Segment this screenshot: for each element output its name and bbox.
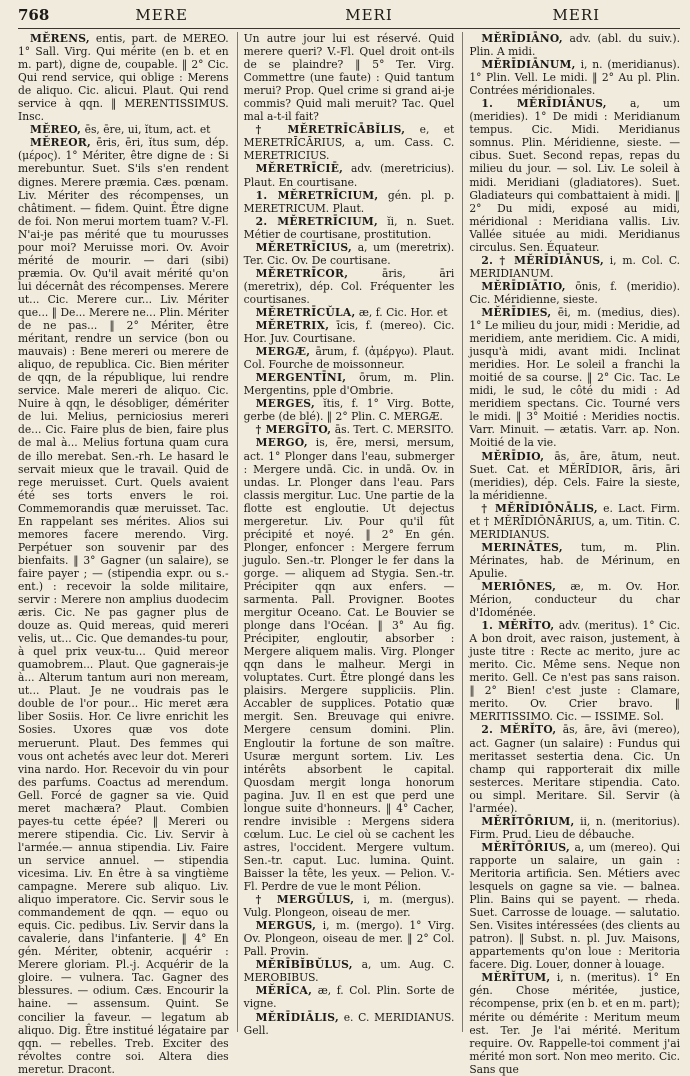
running-header — [18, 6, 680, 29]
dictionary-entry — [244, 123, 455, 162]
entry-headword: MĔRĪDIĀNO, — [481, 32, 563, 45]
entry-headword: MĔRĪCA, — [255, 984, 313, 998]
column-left — [18, 32, 229, 1076]
entry-text: e, et MERETRĪCĀRIUS, a, um. Cass. C. MERETRICIUS. — [243, 123, 455, 163]
dictionary-entry — [469, 580, 680, 619]
entry-headword: MĔRETRĪCŬLA, — [255, 305, 356, 319]
dictionary-entry — [469, 280, 680, 306]
entry-text: ās, āre, ātum, neut. Suet. Cat. et MĔRĪDIOR, āris, āri (meridies), dép. Cels. Faire la sieste, la méridienne. — [469, 449, 681, 502]
entry-headword: MĔRETRĪCIUS, — [255, 240, 352, 254]
entry-text: adv. (meretricius). Plaut. En courtisane. — [243, 162, 455, 189]
entry-headword: MERINĀTES, — [481, 540, 563, 554]
entry-headword: MĔRĪDIES, — [481, 305, 552, 319]
entry-headword: 2. MĔRĬTO, — [481, 723, 557, 737]
dictionary-entry — [469, 450, 680, 502]
entry-text: ēris, ēri, ĭtus sum, dép. (μέρος). 1° Mériter, être digne de : Si merebuntur. Suet. S'ils s'en rendent dignes. Merere præmia. Cæs. pœnam. Liv. Mériter des récompenses, un châtiment. — fidem. Quint. Être digne de foi. Non merui mortem tuam? V.-Fl. N'ai-je pas mérité que tu mourusses pour moi? Meruisse mori. Ov. Avoir mérité de mourir. — dari (sibi) præmia. Ov. Qu'il avait mérité qu'on lui décernât des récompenses. Merere ut... Cic. Merere cur... Liv. Mériter que... ‖ De... Merere ne... Plin. Mériter de ne pas... ‖ 2° Mériter, être méritant, rendre un service (bon ou mauvais) : Bene mereri ou merere de aliquo, de republica. Cic. Bien mériter de qqn, de la république, lui rendre service. Male mereri de aliquo. Cic. Nuire à qqn, le désobliger, démériter de lui. Melius, perniciosius mereri de... Cic. Faire plus de bien, faire plus de mal à... Melius fortuna quam cura de illo merebat. Sen.-rh. Le hasard le servait mieux que le travail. Quid de rege meruisset. Curt. Quels avaient été ses torts envers le roi. Commemorandis quæ meruisset. Tac. En rappelant ses mérites. Alios sui memores facere merendo. Virg. Perpétuer son souvenir par des bienfaits. ‖ 3° Gagner (un salaire), se faire payer ; — (stipendia expr. ou s.-ent.) : recevoir la solde militaire, servir : Merere non amplius duodecim æris. Cic. Ne pas gagner plus de douze as. Quid mereas, quid mereri velis, ut... Cic. Que demandes-tu pour, à quel prix veux-tu... Quid mereor quamobrem... Plaut. Que gagnerais-je à... Alterum tantum auri non meream, ut... Plaut. Je ne voudrais pas le double de l'or pour... Hic meret æra liber Sosiis. Hor. Ce livre enrichit les Sosies. Uxores quæ vos dote meruerunt. Plaut. Des femmes qui vous ont achetés avec leur dot. Mereri vina nardo. Hor. Recevoir du vin pour des parfums. Coactus ad merendum. Gell. Forcé de gagner sa vie. Quid meret machæra? Plaut. Combien payes-tu cette épée? ‖ Mereri ou merere stipendia. Cic. Liv. Servir à l'armée.— annua stipendia. Liv. Faire un service annuel. — stipendia vicesima. Liv. En être à sa vingtième campagne. Merere sub aliquo. Liv. aliquo imperatore. Cic. Servir sous le commandement de qqn. — equo ou equis. Cic. pedibus. Liv. Servir dans la cavalerie, dans l'infanterie. ‖ 4° En gén. Mériter, obtenir, acquérir : Merere gloriam. Pl.-j. Acquérir de la gloire. — vulnera. Tac. Gagner des blessures. — odium. Cæs. Encourir la haine. — assensum. Quint. Se concilier la faveur. — legatum ab aliquo. Dig. Être institué légataire par qqn. — rebelles. Treb. Exciter des révoltes contre soi. Altera dies meretur. Dracont. — [18, 136, 229, 1076]
dictionary-entry — [244, 162, 455, 188]
entry-headword: MĔRENS, — [30, 32, 90, 45]
dictionary-entry — [18, 136, 229, 1075]
entry-text: āris, āri (meretrix), dép. Col. Fréquenter les courtisanes. — [243, 266, 455, 306]
entry-headword: MĔRETRĪCOR, — [255, 266, 349, 280]
entry-headword: MĔRĪDIĀTIO, — [481, 279, 566, 293]
entry-text: ārum, f. (ἀμέργω). Plaut. Col. Fourche de moissonneur. — [243, 345, 455, 372]
dictionary-entry — [469, 815, 680, 841]
dictionary-entry — [244, 241, 455, 267]
entry-headword: † MĔRĪDIŌNĀLIS, — [481, 501, 598, 515]
entry-headword: MĔRETRIX, — [255, 319, 330, 333]
entry-text: gén. pl. p. MERETRICUM. Plaut. — [243, 188, 455, 215]
dictionary-entry — [244, 423, 455, 436]
entry-headword: MĔRĪDIĀNUM, — [481, 58, 576, 72]
entry-text: ii, n. (meritorius). Firm. Prud. Lieu de débauche. — [469, 814, 681, 841]
entry-headword: MĔRĬTUM, — [481, 971, 551, 985]
entry-text: a, um (meretrix). Ter. Cic. Ov. De courtisane. — [243, 240, 455, 267]
dictionary-entry — [469, 306, 680, 450]
entry-text: i, n. (meritus). 1° En gén. Chose méritée, justice, récompense, prix (en b. et en m. part); mérite ou démérite : Meritum meum est. Ter. Je l'ai mérité. Meritum require. Ov. Rappelle-toi comment j'ai mérité mon sort. Non meo merito. Cic. Sans que — [469, 971, 681, 1076]
dictionary-entry — [244, 319, 455, 345]
entry-headword: MĔRĪBĬBŬLUS, — [255, 958, 353, 972]
entry-headword: MĔRĪDIO, — [481, 449, 545, 463]
entry-headword: MERGO, — [255, 436, 308, 450]
entry-text: ēi, m. (medius, dies). 1° Le milieu du jour, midi : Meridie, ad meridiem, ante meridiem. Cic. A midi, jusqu'à midi, avant midi. Inclinat meridies. Hor. Le soleil a franchi la moitié de sa course. ‖ 2° Cic. Tac. Le midi, le sud, le côté du midi : Ad meridiem spectans. Cic. Tourné vers le midi. ‖ 3° Moitié : Meridies noctis. Varr. Minuit. — ætatis. Varr. ap. Non. Moitié de la vie. — [469, 305, 681, 450]
entry-text: adv. (meritus). 1° Cic. A bon droit, avec raison, justement, à juste titre : Recte ac merito, jure ac merito. Cic. Même sens. Neque non merito. Gell. Ce n'est pas sans raison. ‖ 2° Bien! c'est juste : Clamare, merito. Ov. Crier bravo. ‖ MERITISSIMO. Cic. — ISSIME. Sol. — [469, 619, 681, 724]
entry-text: ōrum, m. Plin. Mergentins, pple d'Ombrie. — [243, 371, 455, 398]
entry-headword: 2. † MĔRĪDIĀNUS, — [481, 253, 604, 267]
entry-text: ĭi, n. Suet. Métier de courtisane, prostitution. — [243, 214, 455, 241]
dictionary-entry — [244, 397, 455, 423]
entry-headword: MĔREO, — [30, 123, 82, 137]
header-left-word: MERE — [135, 6, 188, 24]
header-center-word: MERI — [345, 6, 393, 24]
header-right-word: MERI — [552, 6, 601, 24]
entry-headword: MĔRETRĪCIĒ, — [255, 162, 344, 176]
entry-text: entis, part. de MEREO. 1° Sall. Virg. Qui mérite (en b. et en m. part), digne de, coupable. ‖ 2° Cic. Qui rend service, qui oblige : Merens de aliquo. Cic. alicui. Plaut. Qui rend service à qqn. ‖ MERENTISSIMUS. Insc. — [18, 32, 229, 124]
dictionary-entry — [469, 841, 680, 971]
entry-headword: MĔRĪDIĀLIS, — [255, 1010, 339, 1024]
entry-text: æ, f. Col. Plin. Sorte de vigne. — [243, 984, 455, 1011]
entry-text: a, um (mereo). Qui rapporte un salaire, un gain : Meritoria artificia. Sen. Métiers avec lesquels on gagne sa vie. — balnea. Plin. Bains qui se payent. — rheda. Suet. Carrosse de louage. — salutatio. Sen. Visites intéressées (des clients au patron). ‖ Subst. n. pl. Juv. Maisons, appartements qu'on loue : Meritoria facere. Dig. Louer, donner à louage. — [469, 840, 681, 972]
dictionary-entry — [18, 32, 229, 123]
dictionary-entry — [469, 254, 680, 280]
dictionary-entry — [469, 502, 680, 541]
entry-headword: MERGÆ, — [255, 345, 311, 359]
entry-headword: 1. MĔRETRĪCIUM, — [255, 188, 379, 202]
entry-headword: † MERGŬLUS, — [255, 893, 355, 907]
page-number: 768 — [18, 6, 50, 24]
entry-text: a, um (meridies). 1° De midi : Meridianum tempus. Cic. Midi. Meridianus somnus. Plin. Méridienne, sieste. — cibus. Suet. Second repas, repas du milieu du jour. — sol. Liv. Le soleil à midi. Meridiani (gladiatores). Suet. Gladiateurs qui combattaient à midi. ‖ 2° Du midi, exposé au midi, méridional : Meridiana vallis. Liv. Vallée située au midi. Meridianus circulus. Sen. Équateur. — [469, 97, 681, 254]
entry-text: a, um. Aug. C. MEROBIBUS. — [243, 958, 455, 985]
entry-text: ōnis, f. (meridio). Cic. Méridienne, sieste. — [469, 279, 681, 306]
entry-text: ĭtis, f. 1° Virg. Botte, gerbe (de blé). ‖ 2° Plin. C. MERGÆ. — [243, 397, 455, 424]
dictionary-entry — [469, 32, 680, 58]
dictionary-entry — [244, 32, 455, 123]
entry-text: i, m. (mergus). Vulg. Plongeon, oiseau de mer. — [243, 893, 455, 920]
dictionary-entry — [244, 1011, 455, 1037]
entry-headword: 1. MĔRĬTO, — [481, 619, 555, 633]
dictionary-entry — [244, 984, 455, 1010]
entry-text: i, m. (mergo). 1° Virg. Ov. Plongeon, oiseau de mer. ‖ 2° Col. Pall. Provin. — [243, 919, 455, 959]
text-columns — [18, 32, 681, 1076]
entry-headword: 1. MĔRĪDIĀNUS, — [481, 97, 607, 111]
dictionary-entry — [244, 371, 455, 397]
entry-text: i, n. (meridianus). 1° Plin. Vell. Le midi. ‖ 2° Au pl. Plin. Contrées méridionales. — [469, 58, 681, 98]
entry-text: tum, m. Plin. Mérinates, hab. de Mérinum, en Apulie. — [469, 540, 681, 580]
entry-text: adv. (abl. du suiv.). Plin. A midi. — [469, 32, 681, 59]
dictionary-entry — [244, 436, 455, 893]
entry-text: æ, f. Cic. Hor. et — [355, 305, 448, 319]
entry-text: ās, āre, āvi (mereo), act. Gagner (un salaire) : Fundus qui meritasset sestertia dena. Cic. Un champ qui rapporterait dix mille sesterces. Meritare stipendia. Cato. ou simpl. Meritare. Sil. Servir (à l'armée). — [469, 723, 681, 815]
entry-headword: MERGENTĪNI, — [255, 371, 347, 385]
dictionary-entry — [244, 189, 455, 215]
entry-headword: † MERGĪTO, — [255, 423, 332, 437]
entry-headword: MERGES, — [255, 397, 315, 411]
entry-headword: MERGUS, — [255, 919, 317, 933]
entry-text: īcis, f. (mereo). Cic. Hor. Juv. Courtisane. — [243, 319, 455, 346]
dictionary-entry — [244, 958, 455, 984]
dictionary-entry — [244, 267, 455, 306]
dictionary-entry — [244, 345, 455, 371]
entry-headword: † MĔRETRĪCĀBĬLIS, — [255, 123, 406, 137]
entry-text: ēs, ēre, ui, ĭtum, act. et — [81, 123, 211, 137]
dictionary-entry — [469, 723, 680, 814]
dictionary-entry — [244, 306, 455, 319]
entry-text: is, ēre, mersi, mersum, act. 1° Plonger dans l'eau, submerger : Mergere undā. Cic. in undā. Ov. in undas. Lr. Plonger dans l'eau. Pars classis mergitur. Luc. Une partie de la flotte est engloutie. Ut dejectus mergeretur. Liv. Pour qu'il fût précipité et noyé. ‖ 2° En gén. Plonger, enfoncer : Mergere ferrum jugulo. Sen.-tr. Plonger le fer dans la gorge. — aliquem ad Stygia. Sen.-tr. Précipiter qqn aux enfers. — sarmenta. Pall. Provigner. Bootes mergitur Oceano. Cat. Le Bouvier se plonge dans l'Océan. ‖ 3° Au fig. Précipiter, engloutir, absorber : Mergere aliquem malis. Virg. Plonger qqn dans le malheur. Mergi in voluptates. Curt. Être plongé dans les plaisirs. Mergere suppliciis. Plin. Accabler de supplices. Potatio quæ mergit. Sen. Breuvage qui enivre. Mergere censum domini. Plin. Engloutir la fortune de son maître. Usuræ mergunt sortem. Liv. Les intérêts absorbent le capital. Quosdam mergit longa honorum pagina. Juv. Il en est que perd une longue suite d'honneurs. ‖ 4° Cacher, rendre invisible : Mergens sidera cœlum. Luc. Le ciel où se cachent les astres, l'occident. Mergere vultum. Sen.-tr. caput. Luc. lumina. Quint. Baisser la tête, les yeux. — Pelion. V.-Fl. Perdre de vue le mont Pélion. — [243, 436, 455, 894]
dictionary-entry — [469, 971, 680, 1075]
dictionary-entry — [469, 58, 680, 97]
dictionary-entry — [469, 619, 680, 723]
entry-text: Un autre jour lui est réservé. Quid merere queri? V.-Fl. Quel droit ont-ils de se plaindre? ‖ 5° Ter. Virg. Commettre (une faute) : Quid tantum merui? Prop. Quel crime si grand ai-je commis? Quid mali meruit? Tac. Quel mal a-t-il fait? — [243, 32, 455, 124]
entry-headword: 2. MĔRETRĪCIUM, — [255, 214, 379, 228]
dictionary-entry — [469, 541, 680, 580]
entry-headword: MĔRĬTŌRIUS, — [481, 840, 571, 854]
entry-text: e. C. MERIDIANUS. Gell. — [243, 1010, 455, 1037]
entry-text: ās. Tert. C. MERSITO. — [331, 423, 454, 437]
entry-headword: MĔRĬTŌRIUM, — [481, 814, 575, 828]
column-right — [462, 32, 681, 1076]
entry-text: i, m. Col. C. MERIDIANUM. — [469, 253, 681, 280]
dictionary-entry — [244, 919, 455, 958]
entry-text: e. Lact. Firm. et † MĔRĪDIŌNĀRIUS, a, um. Titin. C. MERIDIANUS. — [469, 501, 681, 541]
entry-headword: MERIŌNES, — [481, 579, 557, 593]
entry-headword: MĔREOR, — [30, 136, 92, 150]
dictionary-entry — [244, 215, 455, 241]
dictionary-entry — [244, 893, 455, 919]
dictionary-entry — [469, 97, 680, 254]
dictionary-entry — [18, 123, 229, 136]
column-middle — [237, 32, 455, 1037]
entry-text: æ, m. Ov. Hor. Mérion, conducteur du char d'Idoménée. — [469, 579, 681, 620]
